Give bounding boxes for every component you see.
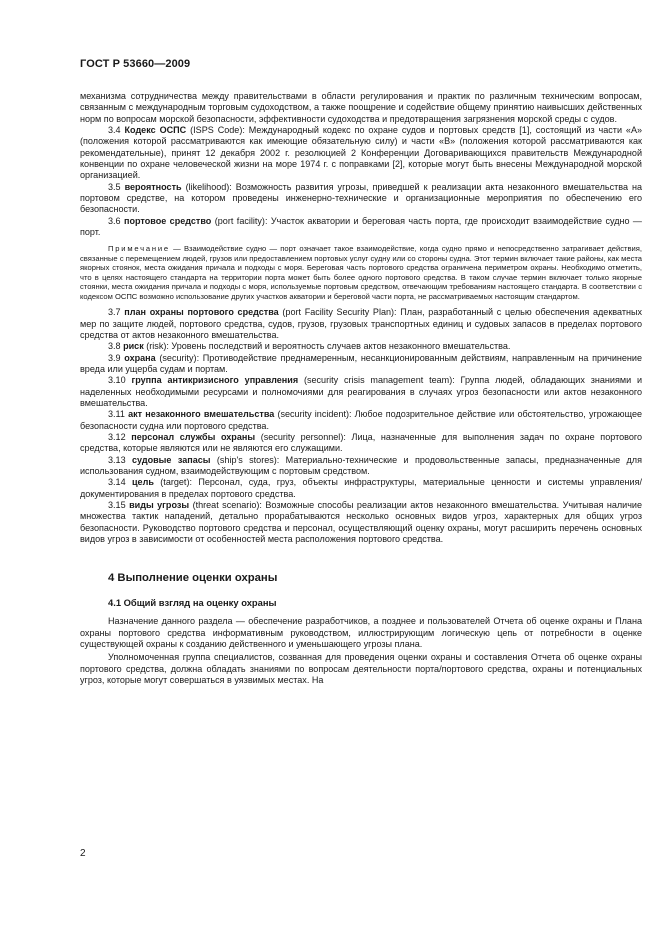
term-3-13 (80, 455, 642, 478)
term-definition: (security crisis management team): Группа людей, обладающих знаниями и наделенных необходимыми ресурсами и полномочиями для реагирования в случаях угроз безопасности или актов незаконного вмешательства. (80, 375, 643, 408)
term-3-15 (80, 500, 642, 545)
term-3-9 (80, 353, 642, 376)
page-number: 2 (80, 848, 86, 859)
term-number: 3.10 (108, 375, 126, 386)
section-4-heading: 4 Выполнение оценки охраны (108, 572, 278, 585)
term-title: охрана (124, 352, 156, 363)
term-title: Кодекс ОСПС (124, 125, 187, 136)
section-4-1-paragraph-2: Уполномоченная группа специалистов, созванная для проведения оценки охраны и составления Отчета об оценке охраны портового средства, должна обладать знаниями по вопросам деятельности порта/портового средства, охраны и потенциальных угроз, которые могут совершаться в уязвимых местах. На (80, 652, 642, 686)
term-3-11 (80, 409, 642, 432)
term-definition: (risk): Уровень последствий и вероятность случаев актов незаконного вмешательства. (146, 341, 511, 352)
term-number: 3.14 (108, 477, 126, 488)
term-definition: (ISPS Code): Международный кодекс по охране судов и портовых средств [1], состоящий из части «А» (положения которой рассматриваются как имеющие обязательную силу) и части «В» (положения которой рассматриваются как рекомендательные), принят 12 декабря 2002 г. резолюцией 2 Конференции Договаривающихся правительств Международной конвенции по охране человеческой жизни на море 1974 г. с поправками [2], которые могут быть внесены Международной морской организацией. (80, 125, 643, 181)
term-number: 3.15 (108, 500, 126, 511)
term-number: 3.11 (108, 409, 125, 420)
term-definition: (threat scenario): Возможные способы реализации актов незаконного вмешательства. Учитывая наличие множества тактик нападений, детально прорабатываются несколько основных видов угроз, характерных для общих угроз безопасности. Руководство портового средства и персонал, осуществляющий оценку охраны, могут расширить перечень основных видов угроз в зависимости от особенностей места расположения портового средства. (80, 500, 643, 545)
term-3-5 (80, 182, 642, 216)
term-definition: (security): Противодействие преднамеренным, несанкционированным действиям, направленным на причинение вреда или ущерба судам и портам. (80, 352, 643, 374)
note-text: — Взаимодействие судно — порт означает такое взаимодействие, когда судно прямо и непосредственно затрагивает действия, связанные с перемещением людей, грузов или предоставлением портовых услуг судну или со стороны судна. Этот термин включает такие районы, как места якорных стоянок, места ожидания причала и подходы с моря. Береговая часть портового средства ограничена периметром охраны. Необходимо отметить, что в целях настоящего стандарта на территории порта может быть более одного портового средства. В таком случае термин включает только якорные стоянки, места ожидания причала и подходы с моря, используемые портовым средством, отвечающим требованиям настоящего стандарта. В соответствии с кодексом ОСПС возможно использование других участков акватории и береговой части порта, не рассматриваемых настоящим стандартом. (80, 244, 642, 301)
term-title: риск (123, 341, 144, 352)
term-number: 3.6 (108, 215, 121, 226)
term-3-6 (80, 216, 642, 239)
section-4-1-heading: 4.1 Общий взгляд на оценку охраны (108, 597, 277, 609)
term-title: группа антикризисного управления (131, 375, 299, 386)
term-3-10 (80, 375, 642, 409)
term-number: 3.13 (108, 454, 126, 465)
term-number: 3.7 (108, 307, 121, 318)
term-title: виды угрозы (129, 500, 190, 511)
term-3-14 (80, 477, 642, 500)
term-title: судовые запасы (132, 454, 211, 465)
term-definition: (ship's stores): Материально-технические и продовольственные запасы, предназначенные для использования судном, взаимодействующим с портовым средством. (80, 454, 642, 476)
term-title: портовое средство (124, 215, 212, 226)
term-3-7 (80, 307, 642, 341)
term-title: цель (132, 477, 154, 488)
term-number: 3.4 (108, 125, 121, 136)
term-definition: (target): Персонал, суда, груз, объекты инфраструктуры, материальные ценности и системы управления/документирования в пределах портового средства. (80, 477, 643, 499)
term-definition: (likelihood): Возможность развития угрозы, приведшей к реализации акта незаконного вмешательства на портовом средстве, на котором проведены инженерно-технические и организационные мероприятия по обеспечению его безопасности. (80, 181, 642, 215)
term-number: 3.9 (108, 352, 121, 363)
intro-paragraph: механизма сотрудничества между правительствами в области регулирования и практик по различным техническим вопросам, связанным с международным торговым судоходством, а также поощрение и содействие общему принятию наивысших действенных норм по вопросам морской безопасности, эффективности судоходства и предотвращения загрязнения морской среды с судов. (80, 91, 642, 124)
note-label: Примечание (108, 244, 170, 254)
note-paragraph (80, 244, 642, 301)
term-number: 3.12 (108, 431, 126, 442)
term-title: вероятность (124, 181, 182, 192)
section-4-1-paragraph-1: Назначение данного раздела — обеспечение разработчиков, а позднее и пользователей Отчета об оценке охраны и Плана охраны портового средства информативным руководством, иллюстрирующим логическую цепь от потребности в оценке существующей охраны к созданию действенного и уменьшающего угрозы плана. (80, 616, 642, 650)
document-code-header: ГОСТ Р 53660—2009 (80, 58, 191, 70)
term-definition: (security incident): Любое подозрительное действие или обстоятельство, угрожающее безопасности судна или портового средства. (80, 409, 643, 431)
term-definition: (port facility): Участок акватории и береговая часть порта, где происходит взаимодействие судно — порт. (80, 215, 642, 238)
term-3-8 (80, 341, 642, 352)
page-body (80, 91, 642, 686)
term-title: персонал службы охраны (131, 431, 256, 442)
term-definition: (port Facility Security Plan): План, разработанный с целью обеспечения адекватных мер по защите людей, портового средства, судов, грузов, грузовых транспортных единиц и судовых запасов в пределах портового средства от актов незаконного вмешательства. (80, 307, 643, 340)
term-title: план охраны портового средства (124, 307, 279, 318)
term-number: 3.5 (108, 181, 121, 192)
term-3-12 (80, 432, 642, 455)
term-number: 3.8 (108, 341, 121, 352)
term-3-4 (80, 125, 642, 182)
term-title: акт незаконного вмешательства (128, 409, 275, 420)
term-definition: (security personnel): Лица, назначенные для выполнения задач по охране портового средства, которые являются или не являются его служащими. (80, 431, 643, 454)
